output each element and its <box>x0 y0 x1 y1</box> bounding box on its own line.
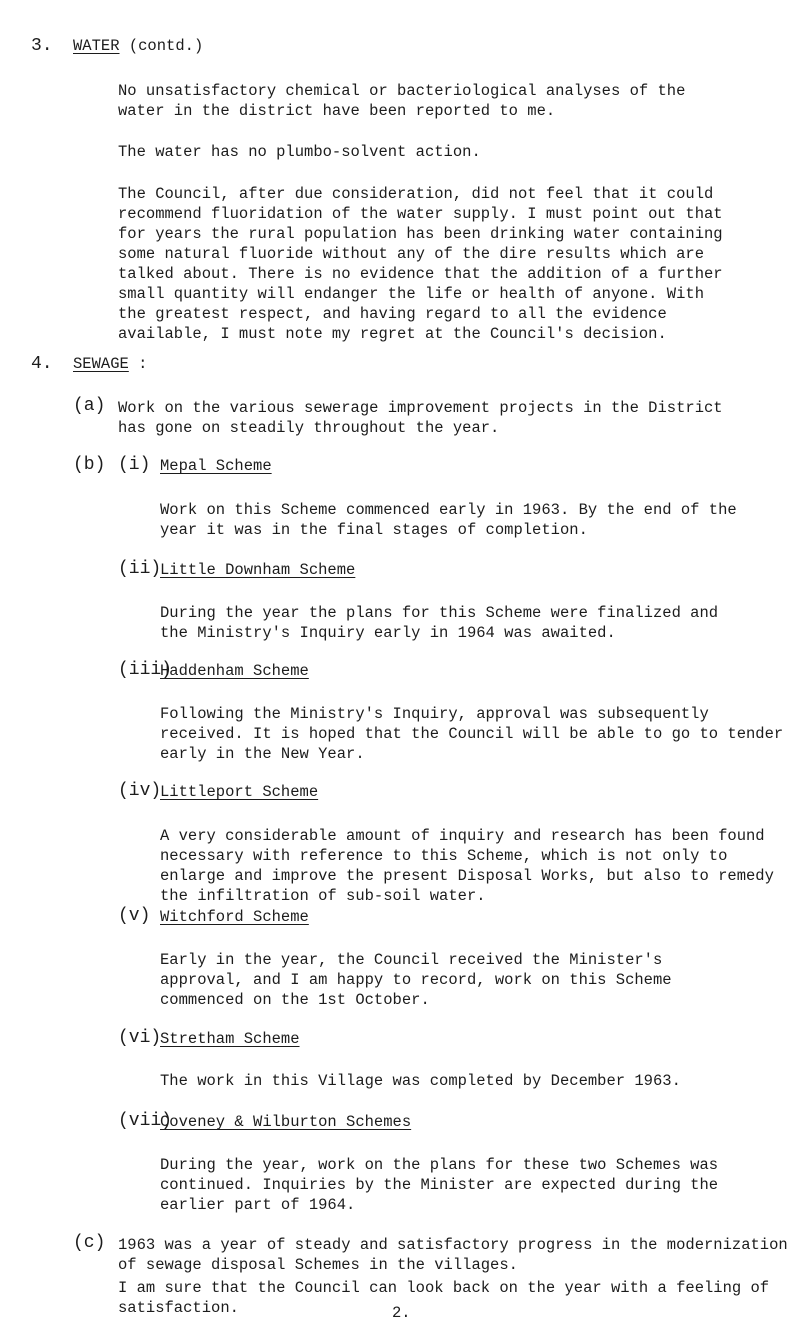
scheme-number: (vi) <box>118 1028 162 1048</box>
scheme-number: (iii) <box>118 660 173 680</box>
scheme-number: (ii) <box>118 559 162 579</box>
scheme-text: Work on this Scheme commenced early in 1963. By the end of the year it was in the final stages of completion. <box>160 501 737 539</box>
scheme-text: During the year, work on the plans for these two Schemes was continued. Inquiries by the Minister are expected during the earlier part of 1964. <box>160 1156 719 1214</box>
section-4-heading-suffix: : <box>138 355 148 373</box>
scheme-text: During the year the plans for this Scheme were finalized and the Ministry's Inquiry early in 1964 was awaited. <box>160 604 719 642</box>
page-number: 2. <box>392 1304 411 1322</box>
subsection-c-paragraph: 1963 was a year of steady and satisfactory progress in the modernization of sewage disposal Schemes in the villages. <box>118 1236 788 1274</box>
scheme-number: (vii) <box>118 1111 173 1131</box>
subsection-a-text: Work on the various sewerage improvement projects in the District has gone on steadily throughout the year. <box>118 399 723 437</box>
section-4-number: 4. <box>31 354 53 374</box>
section-3-paragraph: No unsatisfactory chemical or bacteriological analyses of the water in the district have been reported to me. <box>118 82 686 120</box>
subsection-a-label: (a) <box>73 396 106 416</box>
scheme-number: (v) <box>118 906 151 926</box>
scheme-number: (i) <box>118 455 151 475</box>
section-3-heading <box>73 37 203 55</box>
subsection-c-paragraph: I am sure that the Council can look back on the year with a feeling of satisfaction. <box>118 1279 770 1317</box>
scheme-title: Mepal Scheme <box>160 457 272 475</box>
scheme-text: Following the Ministry's Inquiry, approval was subsequently received. It is hoped that the Council will be able to go to tender early in the New Year. <box>160 705 784 763</box>
section-3-number: 3. <box>31 36 53 56</box>
scheme-title: Witchford Scheme <box>160 908 309 926</box>
scheme-title: Littleport Scheme <box>160 783 319 801</box>
scheme-title: Haddenham Scheme <box>160 662 309 680</box>
scheme-text: The work in this Village was completed by December 1963. <box>160 1072 681 1090</box>
section-3-heading-suffix: (contd.) <box>128 37 204 55</box>
section-3-paragraph: The Council, after due consideration, did not feel that it could recommend fluoridation of the water supply. I must point out that for years the rural population has been drinking water containing some natural fluoride without any of the dire results which are talked about. There is no evidence that the addition of a further small quantity will endanger the life or health of anyone. With the greatest respect, and having regard to all the evidence available, I must note my regret at the Council's decision. <box>118 185 723 343</box>
section-4-heading <box>73 355 147 373</box>
scheme-title: Little Downham Scheme <box>160 561 356 579</box>
scheme-title: Coveney & Wilburton Schemes <box>160 1113 412 1131</box>
subsection-b-label: (b) <box>73 455 106 475</box>
scheme-number: (iv) <box>118 781 162 801</box>
scheme-title: Stretham Scheme <box>160 1030 300 1048</box>
section-4-title: SEWAGE <box>73 355 129 373</box>
section-3-paragraph: The water has no plumbo-solvent action. <box>118 143 481 161</box>
subsection-c-label: (c) <box>73 1233 106 1253</box>
scheme-text: A very considerable amount of inquiry and research has been found necessary with reference to this Scheme, which is not only to enlarge and improve the present Disposal Works, but also to remedy the infiltration of sub-soil water. <box>160 827 774 905</box>
scheme-text: Early in the year, the Council received the Minister's approval, and I am happy to record, work on this Scheme commenced on the 1st October. <box>160 951 672 1009</box>
section-3-title: WATER <box>73 37 120 55</box>
